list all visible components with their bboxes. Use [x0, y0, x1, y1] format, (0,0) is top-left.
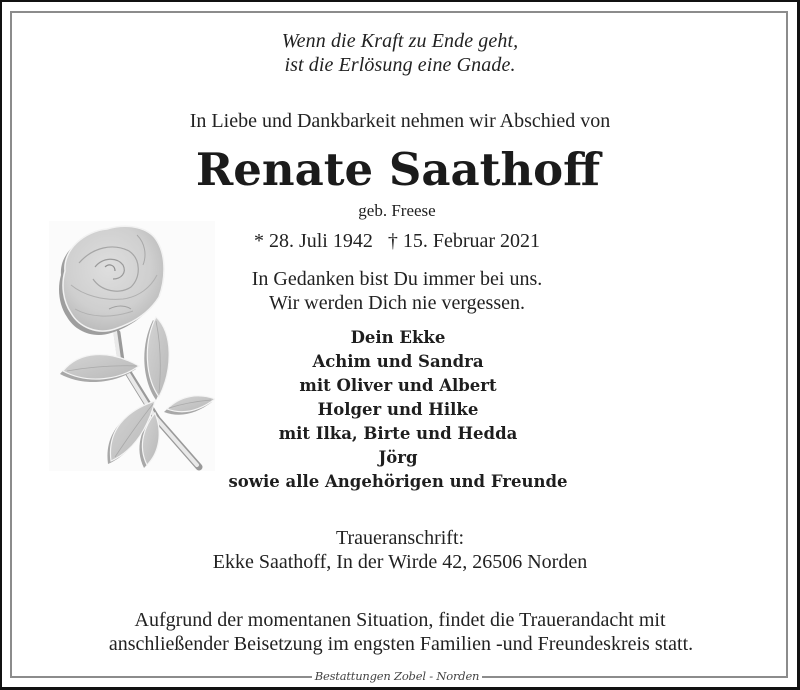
funeral-home-credit: Bestattungen Zobel - Norden — [314, 669, 480, 683]
mourner-line: Achim und Sandra — [312, 352, 484, 371]
frame-bottom-line-right — [482, 676, 788, 678]
mourner-line: mit Ilka, Birte und Hedda — [278, 424, 518, 443]
frame-bottom-line-left — [10, 676, 312, 678]
mourner-line: Jörg — [378, 448, 418, 467]
address-value: Ekke Saathoff, In der Wirde 42, 26506 Norden — [212, 551, 588, 573]
remembrance-line-2: Wir werden Dich nie vergessen. — [269, 292, 525, 314]
closing-line-2: anschließender Beisetzung im engsten Familien -und Freundeskreis statt. — [108, 633, 694, 655]
address-label: Traueranschrift: — [335, 527, 465, 549]
mourner-line: mit Oliver und Albert — [299, 376, 497, 395]
quote-line-2: ist die Erlösung eine Gnade. — [284, 54, 516, 76]
mourner-line: Dein Ekke — [350, 328, 446, 347]
quote-line-1: Wenn die Kraft zu Ende geht, — [281, 30, 519, 52]
remembrance-line-1: In Gedanken bist Du immer bei uns. — [251, 268, 543, 290]
mourner-line: sowie alle Angehörigen und Freunde — [228, 472, 568, 491]
life-dates: * 28. Juli 1942 † 15. Februar 2021 — [253, 230, 541, 252]
birth-name: geb. Freese — [358, 201, 436, 220]
intro-text: In Liebe und Dankbarkeit nehmen wir Abschied von — [189, 110, 611, 132]
closing-line-1: Aufgrund der momentanen Situation, findet die Trauerandacht mit — [134, 609, 666, 631]
mourner-line: Holger und Hilke — [317, 400, 479, 419]
deceased-name: Renate Saathoff — [195, 143, 601, 196]
